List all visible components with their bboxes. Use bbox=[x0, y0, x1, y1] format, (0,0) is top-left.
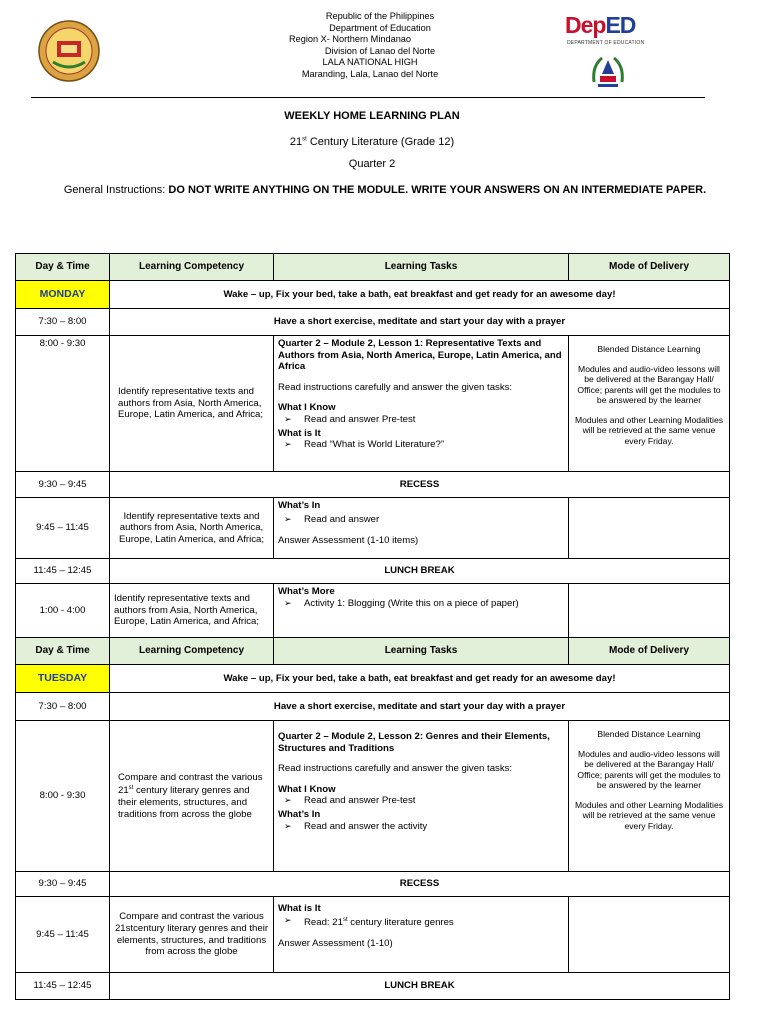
lunch-label: LUNCH BREAK bbox=[110, 559, 730, 584]
learning-tasks bbox=[274, 336, 569, 472]
task-instruction: Answer Assessment (1-10) bbox=[278, 938, 393, 950]
task-heading: What is It bbox=[278, 427, 321, 439]
time-slot: 8:00 - 9:30 bbox=[16, 336, 110, 472]
task-bullet: ➢ Read and answer the activity bbox=[278, 821, 564, 833]
task-bullet: ➢ Activity 1: Blogging (Write this on a piece of paper) bbox=[278, 598, 564, 610]
wake-up-routine: Wake – up, Fix your bed, take a bath, eat breakfast and get ready for an awesome day! bbox=[110, 281, 730, 309]
task-heading: What is It bbox=[278, 903, 321, 914]
table-row bbox=[16, 665, 730, 693]
deped-logo bbox=[565, 12, 635, 39]
mode-of-delivery bbox=[569, 336, 730, 472]
task-bullet: ➢ Read and answer bbox=[278, 514, 564, 526]
mode-line: Blended Distance Learning bbox=[597, 344, 701, 354]
column-header: Mode of Delivery bbox=[569, 638, 730, 665]
learning-tasks bbox=[274, 584, 569, 638]
competency-text: Compare and contrast the various 21 bbox=[118, 771, 263, 797]
time-slot: 9:45 – 11:45 bbox=[16, 498, 110, 559]
task-heading: What’s More bbox=[278, 586, 335, 597]
mode-line: Modules and audio-video lessons will be delivered at the Barangay Hall/ Office; parents will get the modules to be answered by the learner bbox=[577, 748, 721, 790]
learning-competency: Compare and contrast the various 21stcentury literary genres and their elements, structures, and traditions from across the globe bbox=[110, 897, 274, 973]
header-divider bbox=[31, 97, 705, 98]
learning-competency: Identify representative texts and authors from Asia, North America, Europe, Latin America, and Africa; bbox=[110, 336, 274, 472]
table-row bbox=[16, 872, 730, 897]
subject-suffix-sup: st bbox=[302, 136, 307, 143]
column-header: Learning Tasks bbox=[274, 638, 569, 665]
subject-number: 21 bbox=[289, 136, 303, 148]
mode-line: Modules and other Learning Modalities will be retrieved at the same venue every Friday. bbox=[574, 414, 724, 446]
table-row bbox=[16, 281, 730, 309]
lesson-title: Quarter 2 – Module 2, Lesson 2: Genres and their Elements, Structures and Traditions bbox=[278, 731, 550, 754]
instructions-text: DO NOT WRITE ANYTHING ON THE MODULE. WRITE YOUR ANSWERS ON AN INTERMEDIATE PAPER. bbox=[168, 184, 707, 196]
mode-of-delivery bbox=[569, 498, 730, 559]
table-row bbox=[16, 498, 730, 559]
school-seal bbox=[38, 20, 100, 82]
task-bullet-sup: st bbox=[342, 916, 348, 923]
letterhead-line: Department of Education bbox=[329, 22, 431, 33]
deped-logo-text: DepED bbox=[565, 12, 636, 38]
task-bullet: ➢ Read and answer Pre-test bbox=[278, 795, 564, 807]
learning-competency: Identify representative texts and authors from Asia, North America, Europe, Latin America, and Africa; bbox=[110, 498, 274, 559]
deped-logo-subtitle: DEPARTMENT OF EDUCATION bbox=[567, 40, 645, 46]
subject-line bbox=[0, 136, 744, 148]
learning-tasks bbox=[274, 498, 569, 559]
table-row bbox=[16, 336, 730, 472]
time-slot: 1:00 - 4:00 bbox=[16, 584, 110, 638]
mode-of-delivery bbox=[569, 721, 730, 872]
day-label: TUESDAY bbox=[16, 665, 110, 693]
table-row bbox=[16, 559, 730, 584]
learning-competency: Identify representative texts and authors from Asia, North America, Europe, Latin America, and Africa; bbox=[110, 584, 274, 638]
task-instruction: Read instructions carefully and answer the given tasks: bbox=[278, 763, 513, 775]
column-header: Day & Time bbox=[16, 638, 110, 665]
task-heading: What’s In bbox=[278, 500, 321, 511]
letterhead-line: Republic of the Philippines bbox=[325, 11, 435, 21]
task-bullet bbox=[278, 915, 564, 929]
column-header: Day & Time bbox=[16, 254, 110, 281]
task-bullet: ➢ Read “What is World Literature?” bbox=[278, 439, 564, 451]
table-row bbox=[16, 584, 730, 638]
table-header-row bbox=[16, 638, 730, 665]
deped-emblem-icon bbox=[588, 52, 628, 90]
time-slot: 8:00 - 9:30 bbox=[16, 721, 110, 872]
page-title: WEEKLY HOME LEARNING PLAN bbox=[284, 110, 460, 122]
table-header-row bbox=[16, 254, 730, 281]
task-bullet-text: Read: 21 bbox=[304, 916, 343, 928]
recess-label: RECESS bbox=[110, 872, 730, 897]
mode-line: Modules and audio-video lessons will be delivered at the Barangay Hall/ Office; parents will get the modules to be answered by the learner bbox=[577, 363, 721, 405]
task-heading: What’s In bbox=[278, 808, 321, 820]
column-header: Mode of Delivery bbox=[569, 254, 730, 281]
competency-text: century literary genres and their elements, structures, and traditions from across the globe bbox=[118, 785, 252, 820]
day-label: MONDAY bbox=[16, 281, 110, 309]
subject-text: Century Literature (Grade 12) bbox=[306, 136, 455, 148]
time-slot: 9:30 – 9:45 bbox=[16, 872, 110, 897]
time-slot: 11:45 – 12:45 bbox=[16, 973, 110, 1000]
letterhead-line: Region X- Northern Mindanao bbox=[288, 34, 412, 45]
instructions-label: General Instructions: bbox=[63, 184, 169, 196]
column-header: Learning Competency bbox=[110, 638, 274, 665]
lunch-label: LUNCH BREAK bbox=[110, 973, 730, 1000]
mode-of-delivery bbox=[569, 584, 730, 638]
time-slot: 9:30 – 9:45 bbox=[16, 472, 110, 498]
mode-of-delivery bbox=[569, 897, 730, 973]
task-instruction: Answer Assessment (1-10 items) bbox=[278, 535, 419, 547]
table-row bbox=[16, 721, 730, 872]
task-heading: What I Know bbox=[278, 402, 336, 414]
recess-label: RECESS bbox=[110, 472, 730, 498]
time-slot: 11:45 – 12:45 bbox=[16, 559, 110, 584]
table-row bbox=[16, 693, 730, 721]
column-header: Learning Tasks bbox=[274, 254, 569, 281]
learning-plan-table bbox=[15, 253, 730, 1000]
mode-line: Blended Distance Learning bbox=[597, 729, 701, 739]
table-row bbox=[16, 973, 730, 1000]
lesson-title: Quarter 2 – Module 2, Lesson 1: Representative Texts and Authors from Asia, North America, Europe, Latin America, and Africa bbox=[278, 338, 562, 373]
task-instruction: Read instructions carefully and answer the given tasks: bbox=[278, 381, 513, 393]
learning-tasks bbox=[274, 721, 569, 872]
letterhead-line: Division of Lanao del Norte bbox=[324, 45, 436, 56]
learning-tasks bbox=[274, 897, 569, 973]
column-header: Learning Competency bbox=[110, 254, 274, 281]
table-row bbox=[16, 309, 730, 336]
wake-up-routine: Wake – up, Fix your bed, take a bath, eat breakfast and get ready for an awesome day! bbox=[110, 665, 730, 693]
learning-competency bbox=[110, 721, 274, 872]
competency-sup: st bbox=[128, 785, 134, 792]
letterhead-line: Maranding, Lala, Lanao del Norte bbox=[301, 68, 439, 79]
task-bullet-text: century literature genres bbox=[347, 916, 454, 928]
time-slot: 9:45 – 11:45 bbox=[16, 897, 110, 973]
time-slot: 7:30 – 8:00 bbox=[16, 309, 110, 336]
general-instructions bbox=[60, 183, 710, 198]
table-row bbox=[16, 897, 730, 973]
letterhead-line: LALA NATIONAL HIGH bbox=[322, 57, 418, 68]
task-bullet: ➢ Read and answer Pre-test bbox=[278, 414, 564, 426]
mode-line: Modules and other Learning Modalities will be retrieved at the same venue every Friday. bbox=[574, 799, 724, 831]
time-slot: 7:30 – 8:00 bbox=[16, 693, 110, 721]
exercise-routine: Have a short exercise, meditate and start your day with a prayer bbox=[110, 309, 730, 336]
letterhead bbox=[250, 11, 510, 81]
task-heading: What I Know bbox=[278, 783, 336, 795]
table-row bbox=[16, 472, 730, 498]
exercise-routine: Have a short exercise, meditate and start your day with a prayer bbox=[110, 693, 730, 721]
quarter-line: Quarter 2 bbox=[348, 158, 396, 170]
